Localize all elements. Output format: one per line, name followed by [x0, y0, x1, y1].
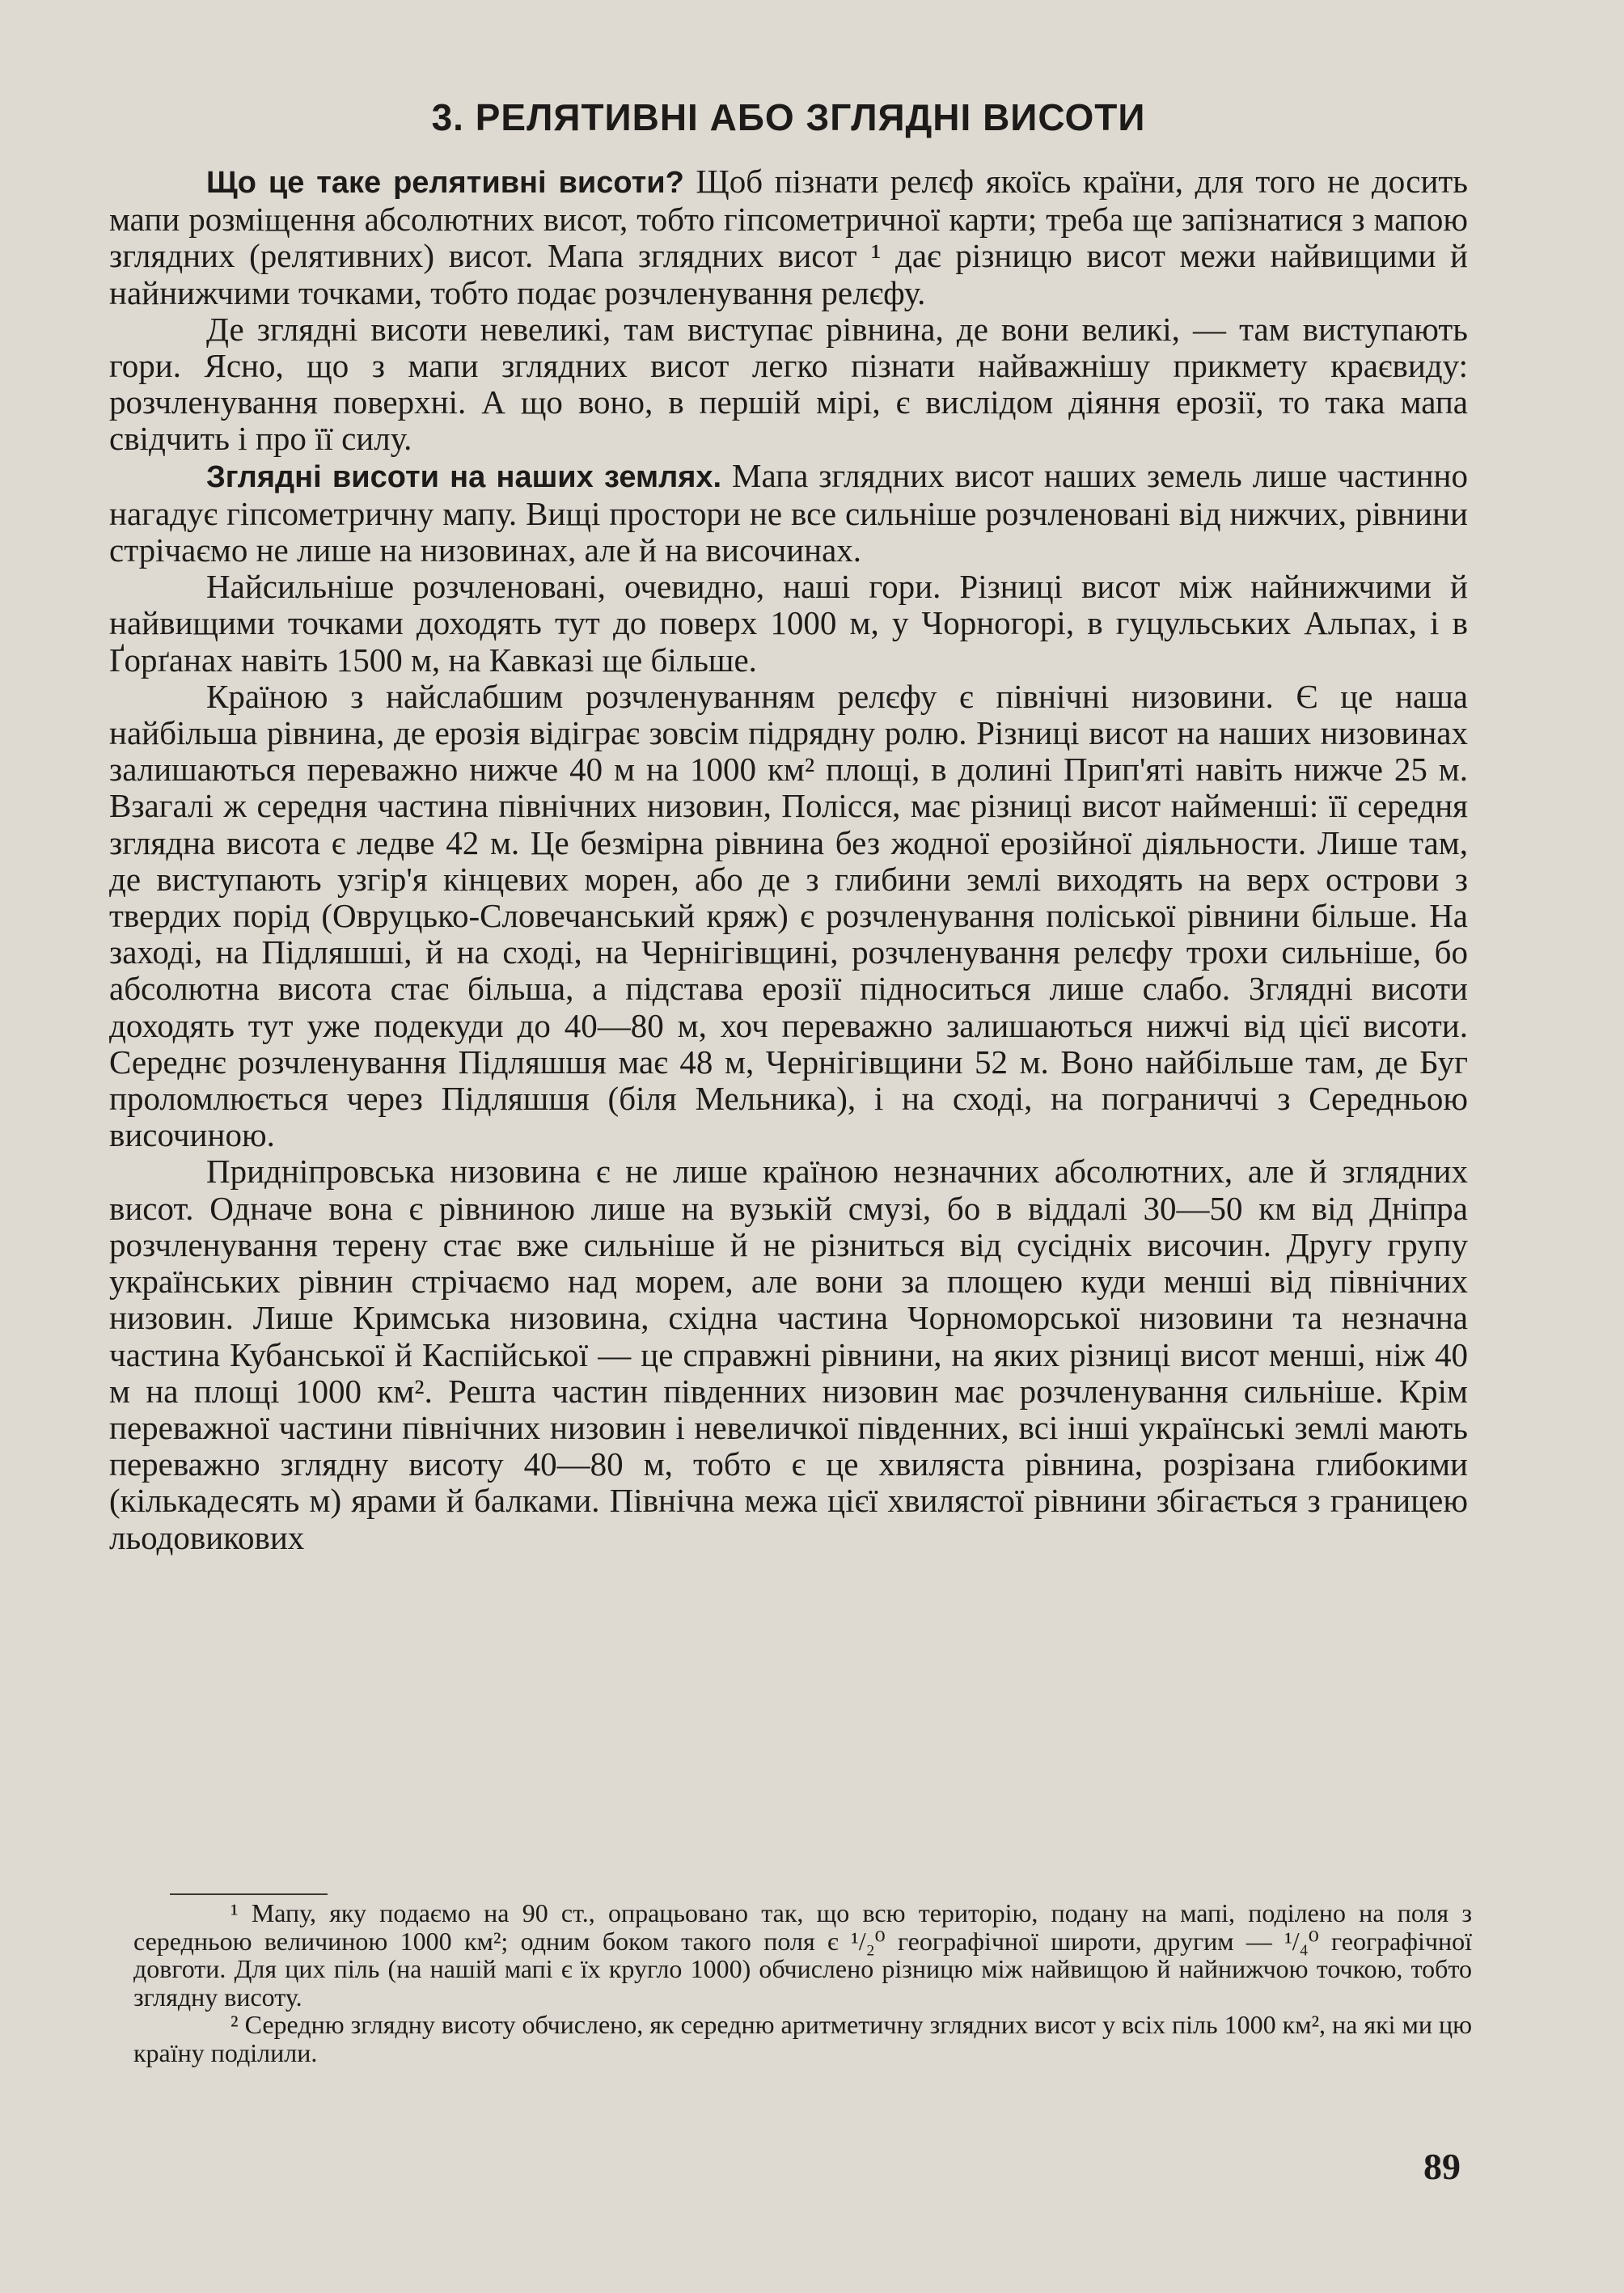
section-heading: 3. РЕЛЯТИВНІ АБО ЗГЛЯДНІ ВИСОТИ — [431, 96, 1146, 138]
paragraph-text: Щоб пізнати релєф якоїсь країни, для того не досить мапи розміщення абсолютних висот, тобто гіпсометричної карти; треба ще запізнатися з мапою зглядних (релятивних) висот. Мапа зглядних висот ¹ дає різницю висот межи найвищими й найнижчими точками, тобто подає розчленування релєфу. — [109, 163, 1469, 311]
paragraph-text: Де зглядні висоти невеликі, там виступає рівнина, де вони великі, — там виступають гори. Ясно, що з мапи зглядних висот легко пізнати найважнішу прикмету краєвиду: розчленування поверхні. А що воно, в першій мірі, є вислідом діяння ерозії, то така мапа свідчить і про її силу. — [109, 310, 1468, 458]
paragraph-text: Мапа зглядних висот наших земель лише частинно нагадує гіпсометричну мапу. Вищі простори не все сильніше розчленовані від нижчих, рівнини стрічаємо не лише на низовинах, але й на височинах. — [109, 456, 1468, 569]
page-number: 89 — [1423, 2146, 1461, 2187]
paragraph-lead: Зглядні висоти на наших землях. — [206, 459, 722, 494]
paragraph-lead: Що це таке релятивні висоти? — [206, 166, 684, 200]
footnote: ¹ Мапу, яку подаємо на 90 ст., опрацьовано так, що всю територію, подану на мапі, поділено на поля з середньою величиною 1000 км²; одним боком такого поля є ¹/₂⁰ географічної широти, другим — ¹/₄⁰ географічної довготи. Для цих піль (на нашій мапі є їх кругло 1000) обчислено різницю між найвищою й найнижчою точкою, тобто зглядну висоту. — [133, 1898, 1472, 2012]
paragraph — [109, 458, 1468, 569]
footnotes — [133, 1899, 1472, 2067]
paragraph — [109, 679, 1468, 1154]
paragraph-text: Країною з найслабшим розчленуванням релєфу є північні низовини. Є це наша найбільша рівнина, де ерозія відіграє зовсім підрядну ролю. Різниці висот на наших низовинах залишаються переважно нижче 40 м на 1000 км² площі, в долині Прип'яті навіть нижче 25 м. Взагалі ж середня частина північних низовин, Полісся, має різниці висот найменші: її середня зглядна висота є ледве 42 м. Це безмірна рівнина без жодної ерозійної діяльности. Лише там, де виступають узгір'я кінцевих морен, або де з глибини землі виходять на верх острови з твердих порід (Овруцько-Словечанський кряж) є розчленування поліської рівнини більше. На заході, на Підляшші, й на сході, на Чернігівщині, розчленування релєфу трохи сильніше, бо абсолютна висота стає більша, а підстава ерозії підноситься лише слабо. Зглядні висоти доходять тут уже подекуди до 40—80 м, хоч переважно залишаються нижчі від цієї висоти. Середнє розчленування Підляшшя має 48 м, Чернігівщини 52 м. Воно найбільше там, де Буг проломлюється через Підляшшя (біля Мельника), і на сході, на пограниччі з Середньою височиною. — [109, 677, 1468, 1154]
paragraph-text: Придніпровська низовина є не лише країною незначних абсолютних, але й зглядних висот. Одначе вона є рівниною лише на вузькій смузі, бо в віддалі 30—50 км від Дніпра розчленування терену стає вже сильніше й не різниться від сусідніх височин. Другу групу українських рівнин стрічаємо над морем, але вони за площею куди менші від північних низовин. Лише Кримська низовина, східна частина Чорноморської низовини та незначна частина Кубанської й Каспійської — це справжні рівнини, на яких різниці висот менші, ніж 40 м на площі 1000 км². Решта частин південних низовин має розчленування сильніше. Крім переважної частини північних низовин і невеличкої південних, всі інші українські землі мають переважно зглядну висоту 40—80 м, тобто є це хвиляста рівнина, розрізана глибокими (кількадесять м) ярами й балками. Північна межа цієї хвилястої рівнини збігається з границею льодовикових — [109, 1153, 1468, 1556]
paragraph-text: Найсильніше розчленовані, очевидно, наші гори. Різниці висот між найнижчими й найвищими точками доходять тут до поверх 1000 м, у Чорногорі, в гуцульських Альпах, і в Ґорґанах навіть 1500 м, на Кавказі ще більше. — [109, 568, 1468, 679]
footnote: ² Середню зглядну висоту обчислено, як середню аритметичну зглядних висот у всіх піль 1000 км², на які ми цю країну поділили. — [133, 2010, 1472, 2067]
paragraph — [109, 569, 1468, 679]
footnote-divider — [170, 1893, 328, 1895]
paragraph — [109, 163, 1468, 311]
paragraph — [109, 1153, 1468, 1555]
main-text — [109, 89, 1468, 1556]
paragraph — [109, 311, 1468, 458]
